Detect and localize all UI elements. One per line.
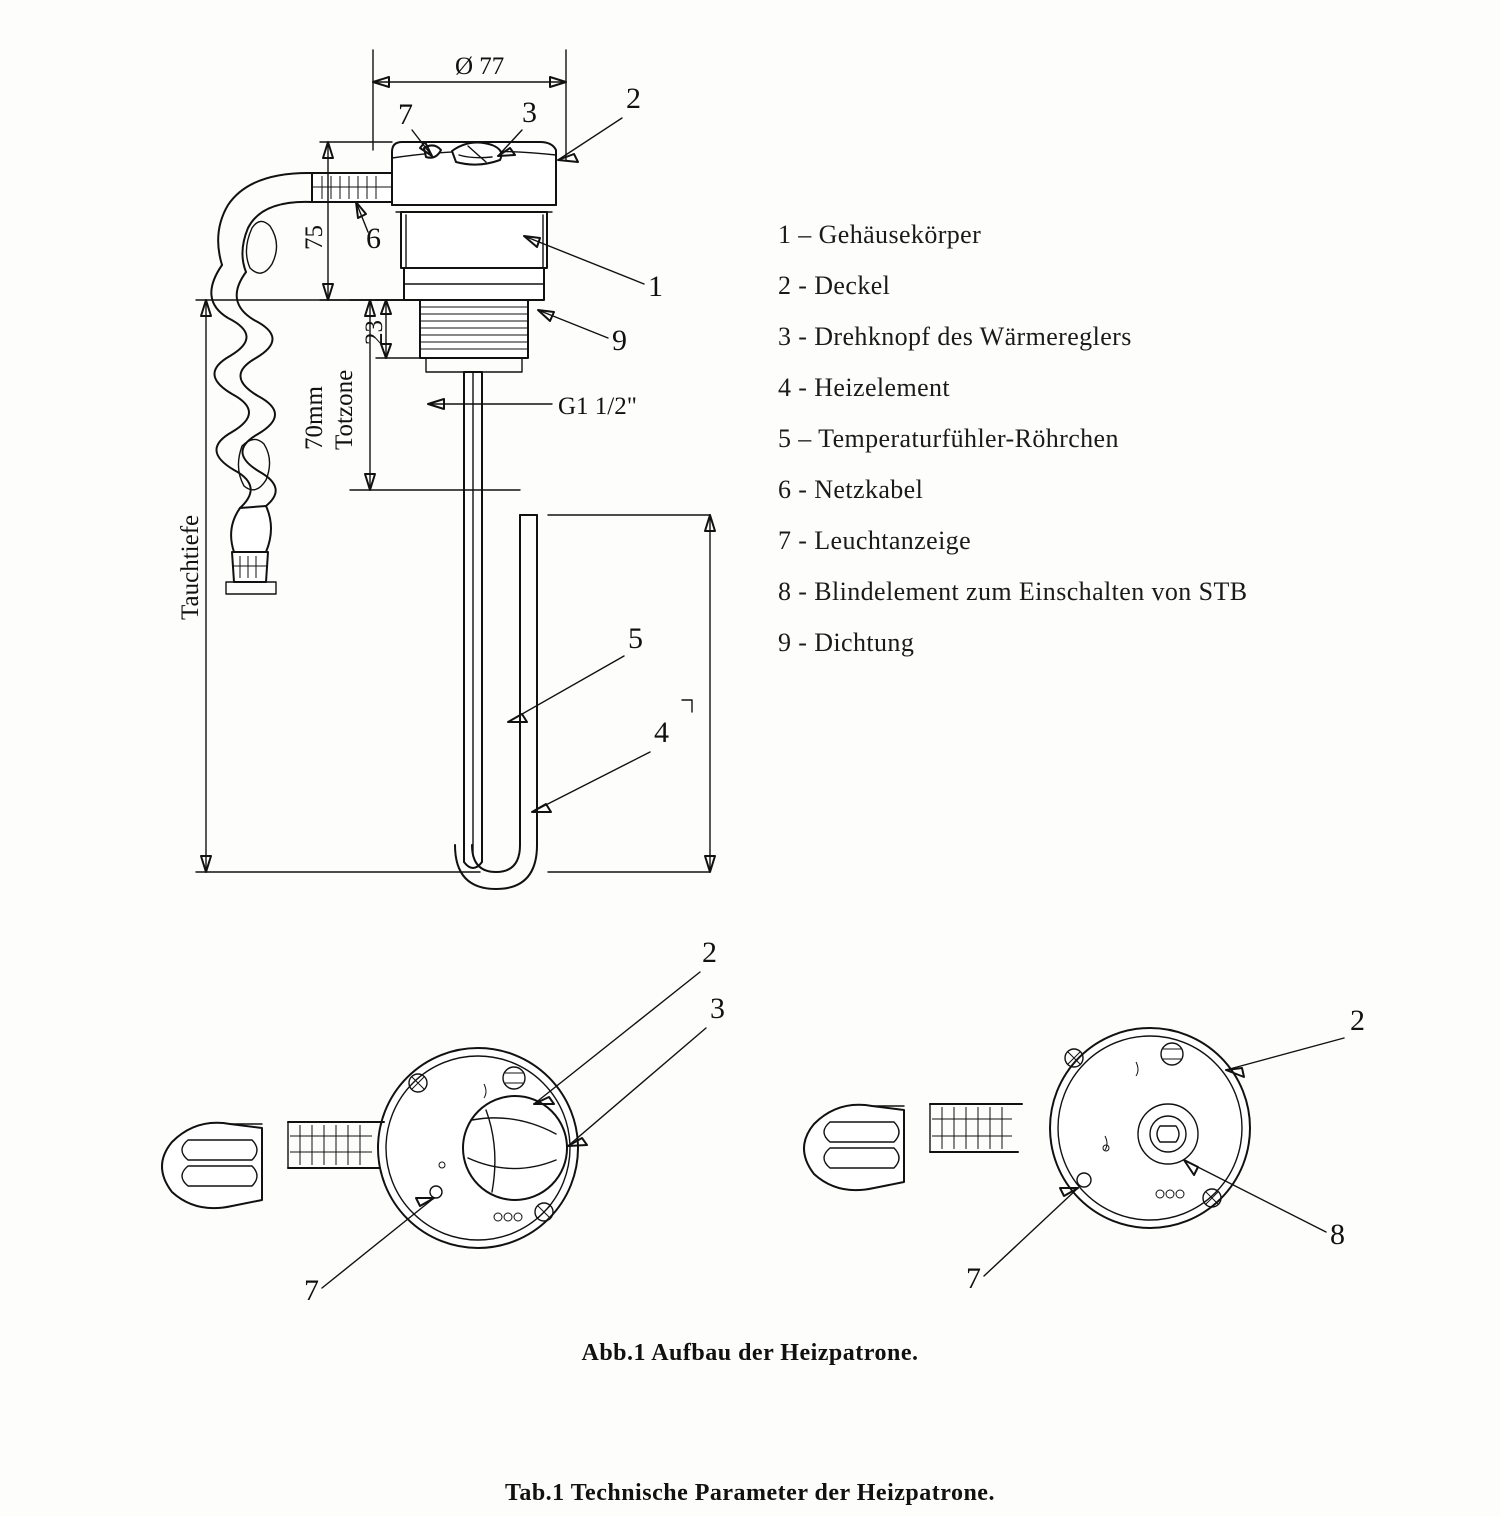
svg-text:1: 1 <box>648 270 663 303</box>
legend-item-6: 6 - Netzkabel <box>778 475 924 504</box>
housing-lid <box>392 142 556 212</box>
legend-item-7: 7 - Leuchtanzeige <box>778 526 972 555</box>
svg-text:2: 2 <box>626 82 641 115</box>
legend-item-3: 3 - Drehknopf des Wärmereglers <box>778 322 1132 351</box>
legend-item-9: 9 - Dichtung <box>778 628 915 657</box>
dim-immersion-depth <box>177 300 715 872</box>
dim-hot-zone <box>301 300 520 490</box>
svg-text:6: 6 <box>366 222 381 255</box>
legend-item-2: 2 - Deckel <box>778 271 891 300</box>
balloon-4-main <box>532 716 669 812</box>
legend-item-8: 8 - Blindelement zum Einschalten von STB <box>778 577 1248 606</box>
dim-thread-height-label: 23 <box>361 320 388 345</box>
thread-section <box>420 300 528 372</box>
bl-balloon-7: 7 <box>304 1274 319 1307</box>
br-balloon-7: 7 <box>966 1262 981 1295</box>
legend-item-1: 1 – Gehäusekörper <box>778 220 982 249</box>
table-caption: Tab.1 Technische Parameter der Heizpatrone. <box>505 1480 995 1506</box>
balloon-3-main <box>498 96 537 156</box>
balloon-5-main <box>508 622 643 722</box>
balloon-6-main <box>356 202 381 255</box>
dim-cap-height <box>301 142 404 300</box>
svg-text:5: 5 <box>628 622 643 655</box>
bl-balloon-3: 3 <box>710 992 725 1025</box>
bl-balloon-2: 2 <box>702 936 717 969</box>
bottom-right-view <box>804 1004 1365 1295</box>
dim-thread-height <box>361 300 420 358</box>
dim-immersion-depth-label: Tauchtiefe <box>177 514 204 620</box>
br-balloon-2: 2 <box>1350 1004 1365 1037</box>
figure-caption: Abb.1 Aufbau der Heizpatrone. <box>581 1340 919 1366</box>
dim-diameter-label: Ø 77 <box>455 53 505 80</box>
thread-size-label: G1 1/2" <box>558 393 637 420</box>
dim-cap-height-label: 75 <box>301 225 328 250</box>
legend-item-5: 5 – Temperaturfühler-Röhrchen <box>778 424 1119 453</box>
svg-text:3: 3 <box>522 96 537 129</box>
bottom-left-view <box>162 936 725 1307</box>
svg-text:7: 7 <box>398 98 413 131</box>
balloon-1-main <box>524 236 663 303</box>
balloon-2-main <box>558 82 641 162</box>
svg-text:4: 4 <box>654 716 669 749</box>
balloon-9-main <box>538 310 627 357</box>
br-balloon-8: 8 <box>1330 1218 1345 1251</box>
heating-element <box>455 515 537 889</box>
housing-body <box>401 212 547 300</box>
power-cable <box>211 173 392 594</box>
balloon-7-main <box>398 98 432 156</box>
svg-text:9: 9 <box>612 324 627 357</box>
legend-list <box>778 222 1398 681</box>
thread-size-callout <box>428 393 637 420</box>
legend-item-4: 4 - Heizelement <box>778 373 951 402</box>
dim-hot-zone-label-2: Totzone <box>331 369 358 450</box>
dim-diameter <box>373 50 566 160</box>
dim-hot-zone-label-1: 70mm <box>301 386 328 450</box>
sensor-tube <box>464 372 482 868</box>
